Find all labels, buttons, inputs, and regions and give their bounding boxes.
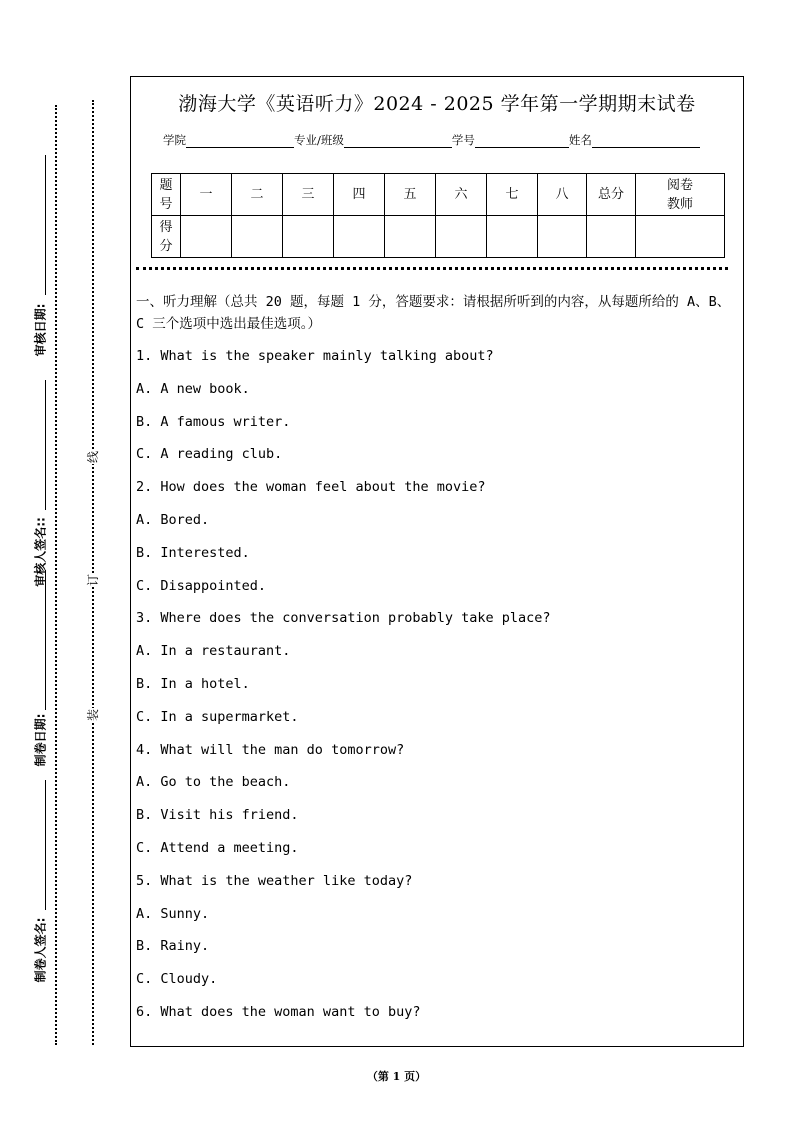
- major-class-label: 专业/班级: [294, 133, 344, 147]
- score-col-6: 六: [436, 174, 487, 216]
- name-blank[interactable]: [592, 135, 700, 148]
- question-5-option-a: A. Sunny.: [136, 905, 210, 922]
- reviewer-date-line: [45, 155, 46, 295]
- question-3-option-c: C. In a supermarket.: [136, 708, 299, 725]
- question-4-option-b: B. Visit his friend.: [136, 807, 299, 824]
- score-table-row-header-number: 题 号: [152, 174, 181, 216]
- score-col-5: 五: [385, 174, 436, 216]
- binding-char-order: 订: [86, 573, 100, 587]
- score-cell[interactable]: [538, 216, 587, 258]
- binding-char-line: 线: [86, 450, 100, 464]
- score-table-header-row: [152, 174, 725, 216]
- maker-signature-line: [45, 780, 46, 910]
- dotted-separator: [136, 267, 728, 270]
- score-cell[interactable]: [385, 216, 436, 258]
- question-1-option-c: C. A reading club.: [136, 446, 283, 463]
- binding-dotted-line-outer: [55, 105, 57, 1045]
- question-3-option-a: A. In a restaurant.: [136, 643, 291, 660]
- score-table-score-row: [152, 216, 725, 258]
- question-4: 4. What will the man do tomorrow?: [136, 741, 405, 758]
- score-cell[interactable]: [181, 216, 232, 258]
- score-col-grader: 阅卷 教师: [636, 174, 725, 216]
- question-4-option-a: A. Go to the beach.: [136, 774, 291, 791]
- major-class-blank[interactable]: [344, 135, 452, 148]
- reviewer-date-label: 审核日期:: [33, 303, 48, 357]
- student-info-row: [163, 132, 700, 148]
- question-6: 6. What does the woman want to buy?: [136, 1003, 421, 1020]
- name-label: 姓名: [568, 133, 592, 147]
- score-cell-grader[interactable]: [636, 216, 725, 258]
- score-cell[interactable]: [334, 216, 385, 258]
- question-3: 3. Where does the conversation probably take place?: [136, 610, 551, 627]
- maker-signature-label: 制卷人签名:: [33, 917, 48, 983]
- exam-title: 渤海大学《英语听力》2024 - 2025 学年第一学期期末试卷: [178, 93, 696, 115]
- maker-date-label: 制卷日期:: [33, 713, 48, 767]
- question-2-option-c: C. Disappointed.: [136, 577, 267, 594]
- score-col-8: 八: [538, 174, 587, 216]
- score-cell[interactable]: [487, 216, 538, 258]
- question-2-option-b: B. Interested.: [136, 544, 250, 561]
- questions-list: [136, 345, 736, 1034]
- question-1: 1. What is the speaker mainly talking about?: [136, 348, 494, 364]
- section-heading: 一、听力理解（总共 20 题，每题 1 分，答题要求：请根据所听到的内容，从每题所给的 A、B、C 三个选项中选出最佳选项。）: [136, 294, 731, 332]
- score-table: [151, 173, 725, 258]
- question-5-option-c: C. Cloudy.: [136, 971, 218, 988]
- question-2: 2. How does the woman feel about the movie?: [136, 479, 486, 496]
- score-cell[interactable]: [283, 216, 334, 258]
- binding-char-bind: 装: [86, 708, 100, 722]
- exam-frame: [130, 76, 744, 1047]
- score-table-row-header-score: 得 分: [152, 216, 181, 258]
- maker-date-line: [45, 570, 46, 710]
- question-3-option-b: B. In a hotel.: [136, 675, 250, 692]
- student-id-label: 学号: [451, 133, 475, 147]
- question-1-option-b: B. A famous writer.: [136, 413, 291, 430]
- reviewer-signature-label: 审核人签名::: [33, 517, 48, 587]
- question-2-option-a: A. Bored.: [136, 511, 210, 528]
- score-cell[interactable]: [232, 216, 283, 258]
- college-blank[interactable]: [186, 135, 294, 148]
- question-4-option-c: C. Attend a meeting.: [136, 839, 299, 856]
- student-id-blank[interactable]: [475, 135, 569, 148]
- page-number: （第 1 页）: [366, 1070, 427, 1083]
- score-col-7: 七: [487, 174, 538, 216]
- score-col-3: 三: [283, 174, 334, 216]
- question-5: 5. What is the weather like today?: [136, 872, 413, 889]
- score-col-4: 四: [334, 174, 385, 216]
- score-col-1: 一: [181, 174, 232, 216]
- question-5-option-b: B. Rainy.: [136, 938, 210, 955]
- reviewer-signature-line: [45, 380, 46, 510]
- score-col-2: 二: [232, 174, 283, 216]
- score-cell-total[interactable]: [587, 216, 636, 258]
- college-label: 学院: [163, 133, 186, 147]
- score-col-total: 总分: [587, 174, 636, 216]
- score-cell[interactable]: [436, 216, 487, 258]
- question-1-option-a: A. A new book.: [136, 380, 250, 397]
